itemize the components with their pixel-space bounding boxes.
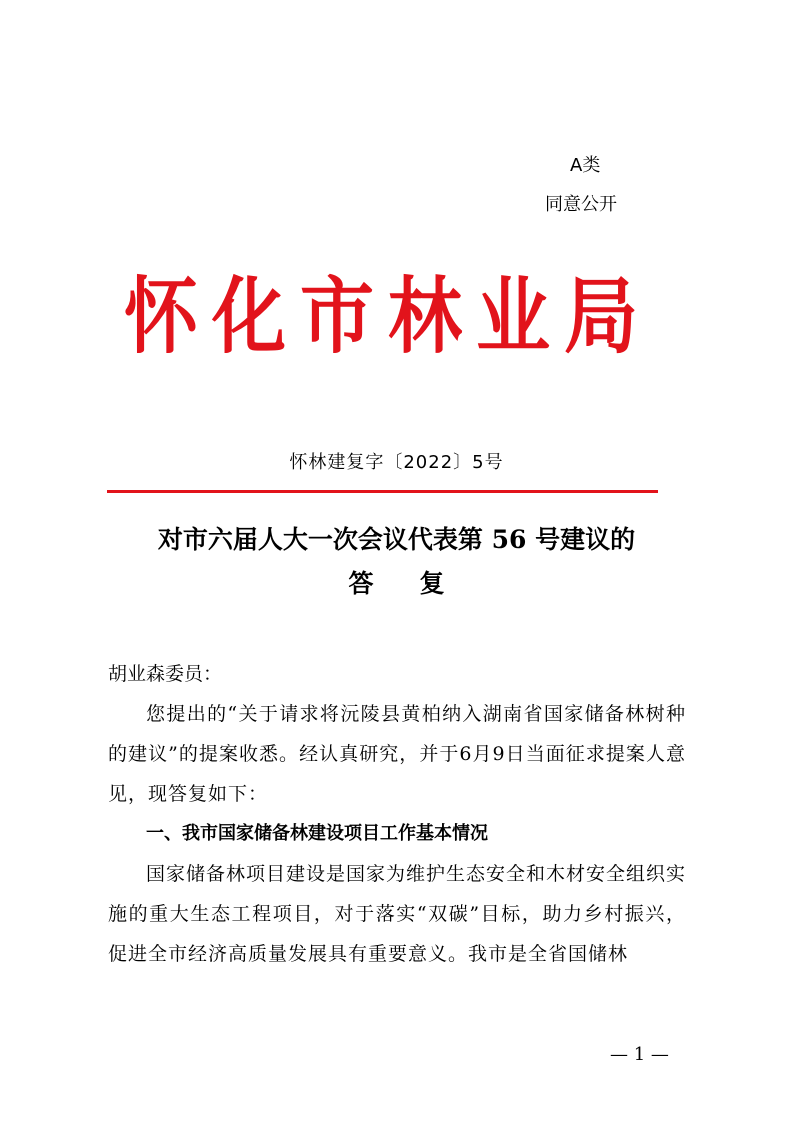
salutation: 胡业森委员： xyxy=(108,663,223,685)
document-title-line1: 对市六届人大一次会议代表第 56 号建议的 xyxy=(157,525,636,554)
section-heading: 一、我市国家储备林建设项目工作基本情况 xyxy=(146,823,488,844)
red-divider xyxy=(107,490,658,493)
document-number: 怀林建复字〔2022〕5号 xyxy=(289,452,504,473)
category-label: A类 xyxy=(570,155,601,176)
document-body xyxy=(108,654,686,974)
agency-masthead: 怀化市林业局 xyxy=(124,268,652,366)
intro-paragraph: 您提出的“关于请求将沅陵县黄柏纳入湖南省国家储备林树种的建议”的提案收悉。经认真研究，并于6月9日当面征求提案人意见，现答复如下： xyxy=(108,703,686,805)
page-number: — 1 — xyxy=(610,1044,669,1065)
section-paragraph: 国家储备林项目建设是国家为维护生态安全和木材安全组织实施的重大生态工程项目，对于落实“双碳”目标，助力乡村振兴，促进全市经济高质量发展具有重要意义。我市是全省国储林 xyxy=(108,863,687,965)
disclosure-label: 同意公开 xyxy=(545,194,617,215)
document-title-line2: 答复 xyxy=(348,569,491,598)
